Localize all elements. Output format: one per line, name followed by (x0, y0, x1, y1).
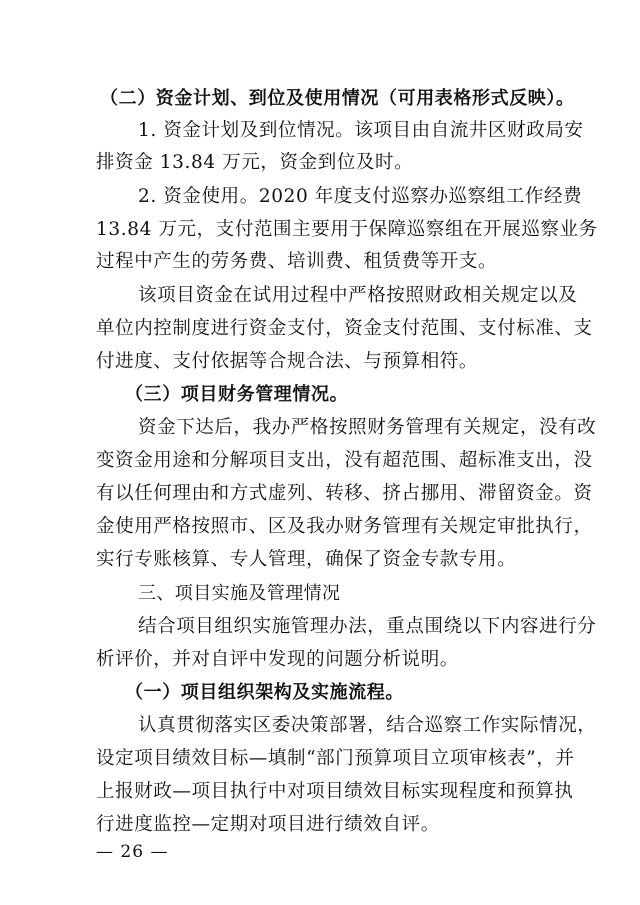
paragraph-line: 上报财政—项目执行中对项目绩效目标实现程度和预算执 (96, 781, 574, 802)
paragraph-line: 金使用严格按照市、区及我办财务管理有关规定审批执行， (96, 516, 593, 537)
paragraph-line: 该项目资金在试用过程中严格按照财政相关规定以及 (138, 285, 578, 306)
paragraph-line: 13.84 万元，支付范围主要用于保障巡察组在开展巡察业务 (96, 219, 598, 240)
section-heading-implementation: 三、项目实施及管理情况 (138, 583, 341, 604)
paragraph-line: 付进度、支付依据等合规合法、与预算相符。 (96, 351, 479, 372)
paragraph-line: 排资金 13.84 万元，资金到位及时。 (96, 152, 414, 173)
paragraph-line: 析评价，并对自评中发现的问题分析说明。 (96, 649, 459, 670)
paragraph-line: 结合项目组织实施管理办法，重点围绕以下内容进行分 (138, 616, 597, 637)
paragraph-line: 行进度监控—定期对项目进行绩效自评。 (96, 814, 440, 835)
paragraph-line: 2. 资金使用。2020 年度支付巡察办巡察组工作经费 (138, 186, 583, 207)
paragraph-line: 有以任何理由和方式虚列、转移、挤占挪用、滞留资金。资 (96, 483, 593, 504)
paragraph-line: 1. 资金计划及到位情况。该项目由自流井区财政局安 (138, 120, 584, 141)
paragraph-line: 设定项目绩效目标—填制“部门预算项目立项审核表”，并 (96, 748, 575, 769)
paragraph-line: 资金下达后，我办严格按照财务管理有关规定，没有改 (138, 417, 597, 438)
paragraph-line: 实行专账核算、专人管理，确保了资金专款专用。 (96, 549, 517, 570)
paragraph-line: 变资金用途和分解项目支出，没有超范围、超标准支出，没 (96, 450, 593, 471)
page-number: — 26 — (96, 842, 169, 862)
paragraph-line: 单位内控制度进行资金支付，资金支付范围、支付标准、支 (96, 318, 593, 339)
section-heading-funds-plan: （二）资金计划、到位及使用情况（可用表格形式反映）。 (100, 88, 575, 109)
section-heading-organization: （一）项目组织架构及实施流程。 (125, 682, 404, 703)
paragraph-line: 过程中产生的劳务费、培训费、租赁费等开支。 (96, 251, 498, 272)
section-heading-financial-management: （三）项目财务管理情况。 (125, 384, 349, 405)
paragraph-line: 认真贯彻落实区委决策部署，结合巡察工作实际情况， (138, 715, 597, 736)
